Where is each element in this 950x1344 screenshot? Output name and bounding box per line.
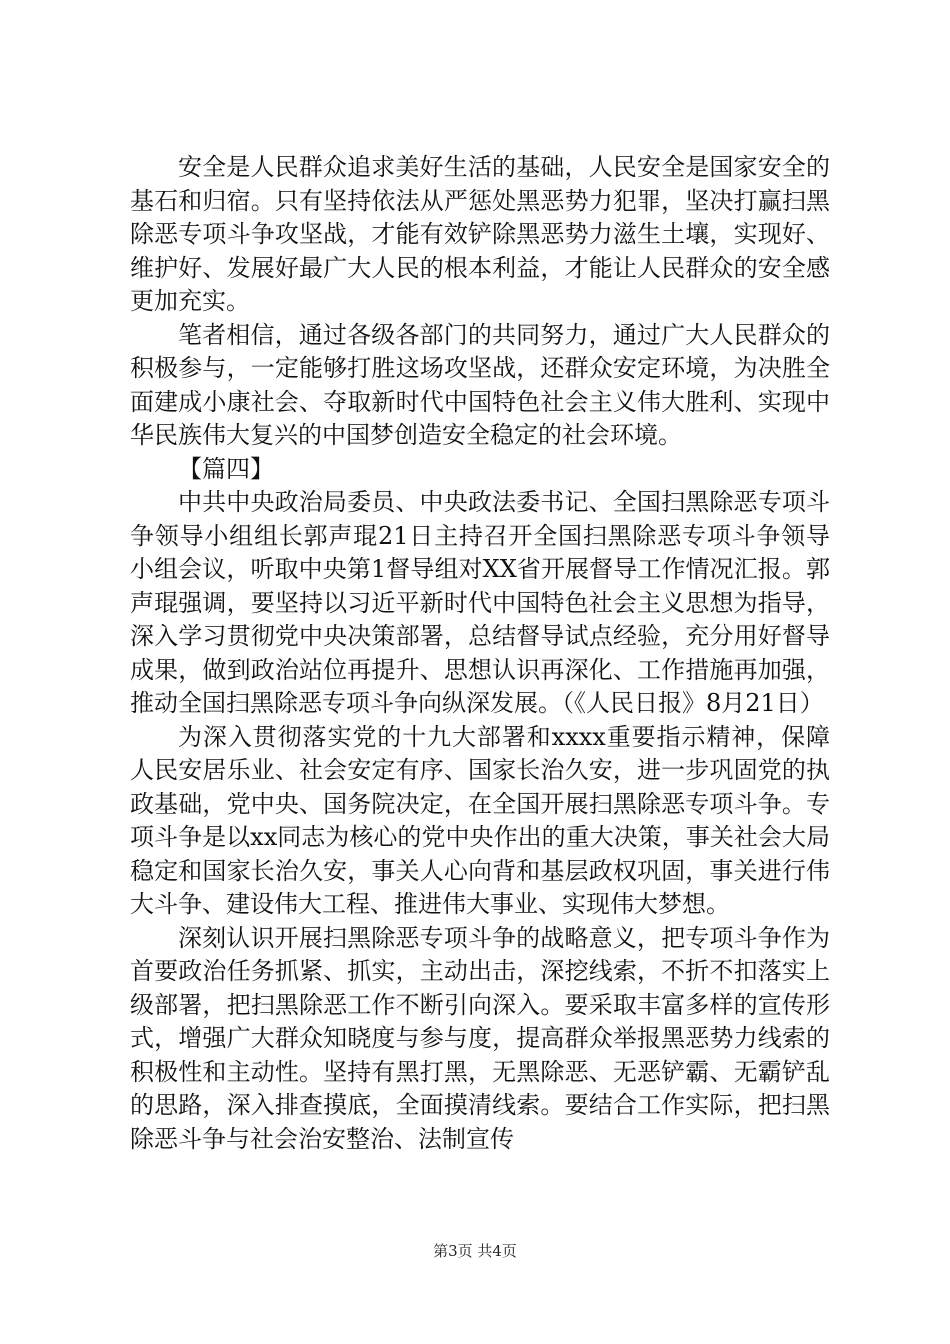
paragraph: 中共中央政治局委员、中央政法委书记、全国扫黑除恶专项斗争领导小组组长郭声琨21日主持召开全国扫黑除恶专项斗争领导小组会议，听取中央第1督导组对XX省开展督导工作情况汇报。郭声琨强调，要坚持以习近平新时代中国特色社会主义思想为指导，深入学习贯彻党中央决策部署，总结督导试点经验，充分用好督导成果，做到政治站位再提升、思想认识再深化、工作措施再加强，推动全国扫黑除恶专项斗争向纵深发展。（《人民日报》8月21日） [130, 488, 830, 717]
paragraph: 深刻认识开展扫黑除恶专项斗争的战略意义，把专项斗争作为首要政治任务抓紧、抓实，主动出击，深挖线索，不折不扣落实上级部署，把扫黑除恶工作不断引向深入。要采取丰富多样的宣传形式，增强广大群众知晓度与参与度，提高群众举报黑恶势力线索的积极性和主动性。坚持有黑打黑，无黑除恶、无恶铲霸、无霸铲乱的思路，深入排查摸底，全面摸清线索。要结合工作实际，把扫黑除恶斗争与社会治安整治、法制宣传 [130, 923, 830, 1153]
paragraph: 为深入贯彻落实党的十九大部署和xxxx重要指示精神，保障人民安居乐业、社会安定有序、国家长治久安，进一步巩固党的执政基础，党中央、国务院决定，在全国开展扫黑除恶专项斗争。专项斗争是以xx同志为核心的党中央作出的重大决策，事关社会大局稳定和国家长治久安，事关人心向背和基层政权巩固，事关进行伟大斗争、建设伟大工程、推进伟大事业、实现伟大梦想。 [130, 722, 830, 918]
paragraph: 笔者相信，通过各级各部门的共同努力，通过广大人民群众的积极参与，一定能够打胜这场攻坚战，还群众安定环境，为决胜全面建成小康社会、夺取新时代中国特色社会主义伟大胜利、实现中华民族伟大复兴的中国梦创造安全稳定的社会环境。 [130, 320, 830, 449]
paragraph: 安全是人民群众追求美好生活的基础，人民安全是国家安全的基石和归宿。只有坚持依法从严惩处黑恶势力犯罪，坚决打赢扫黑除恶专项斗争攻坚战，才能有效铲除黑恶势力滋生土壤，实现好、维护好、发展好最广大人民的根本利益，才能让人民群众的安全感更加充实。 [130, 153, 830, 315]
document-body [130, 151, 830, 1156]
section-heading: 【篇四】 [178, 454, 274, 483]
page-number: 第3页 共4页 [433, 1242, 517, 1260]
